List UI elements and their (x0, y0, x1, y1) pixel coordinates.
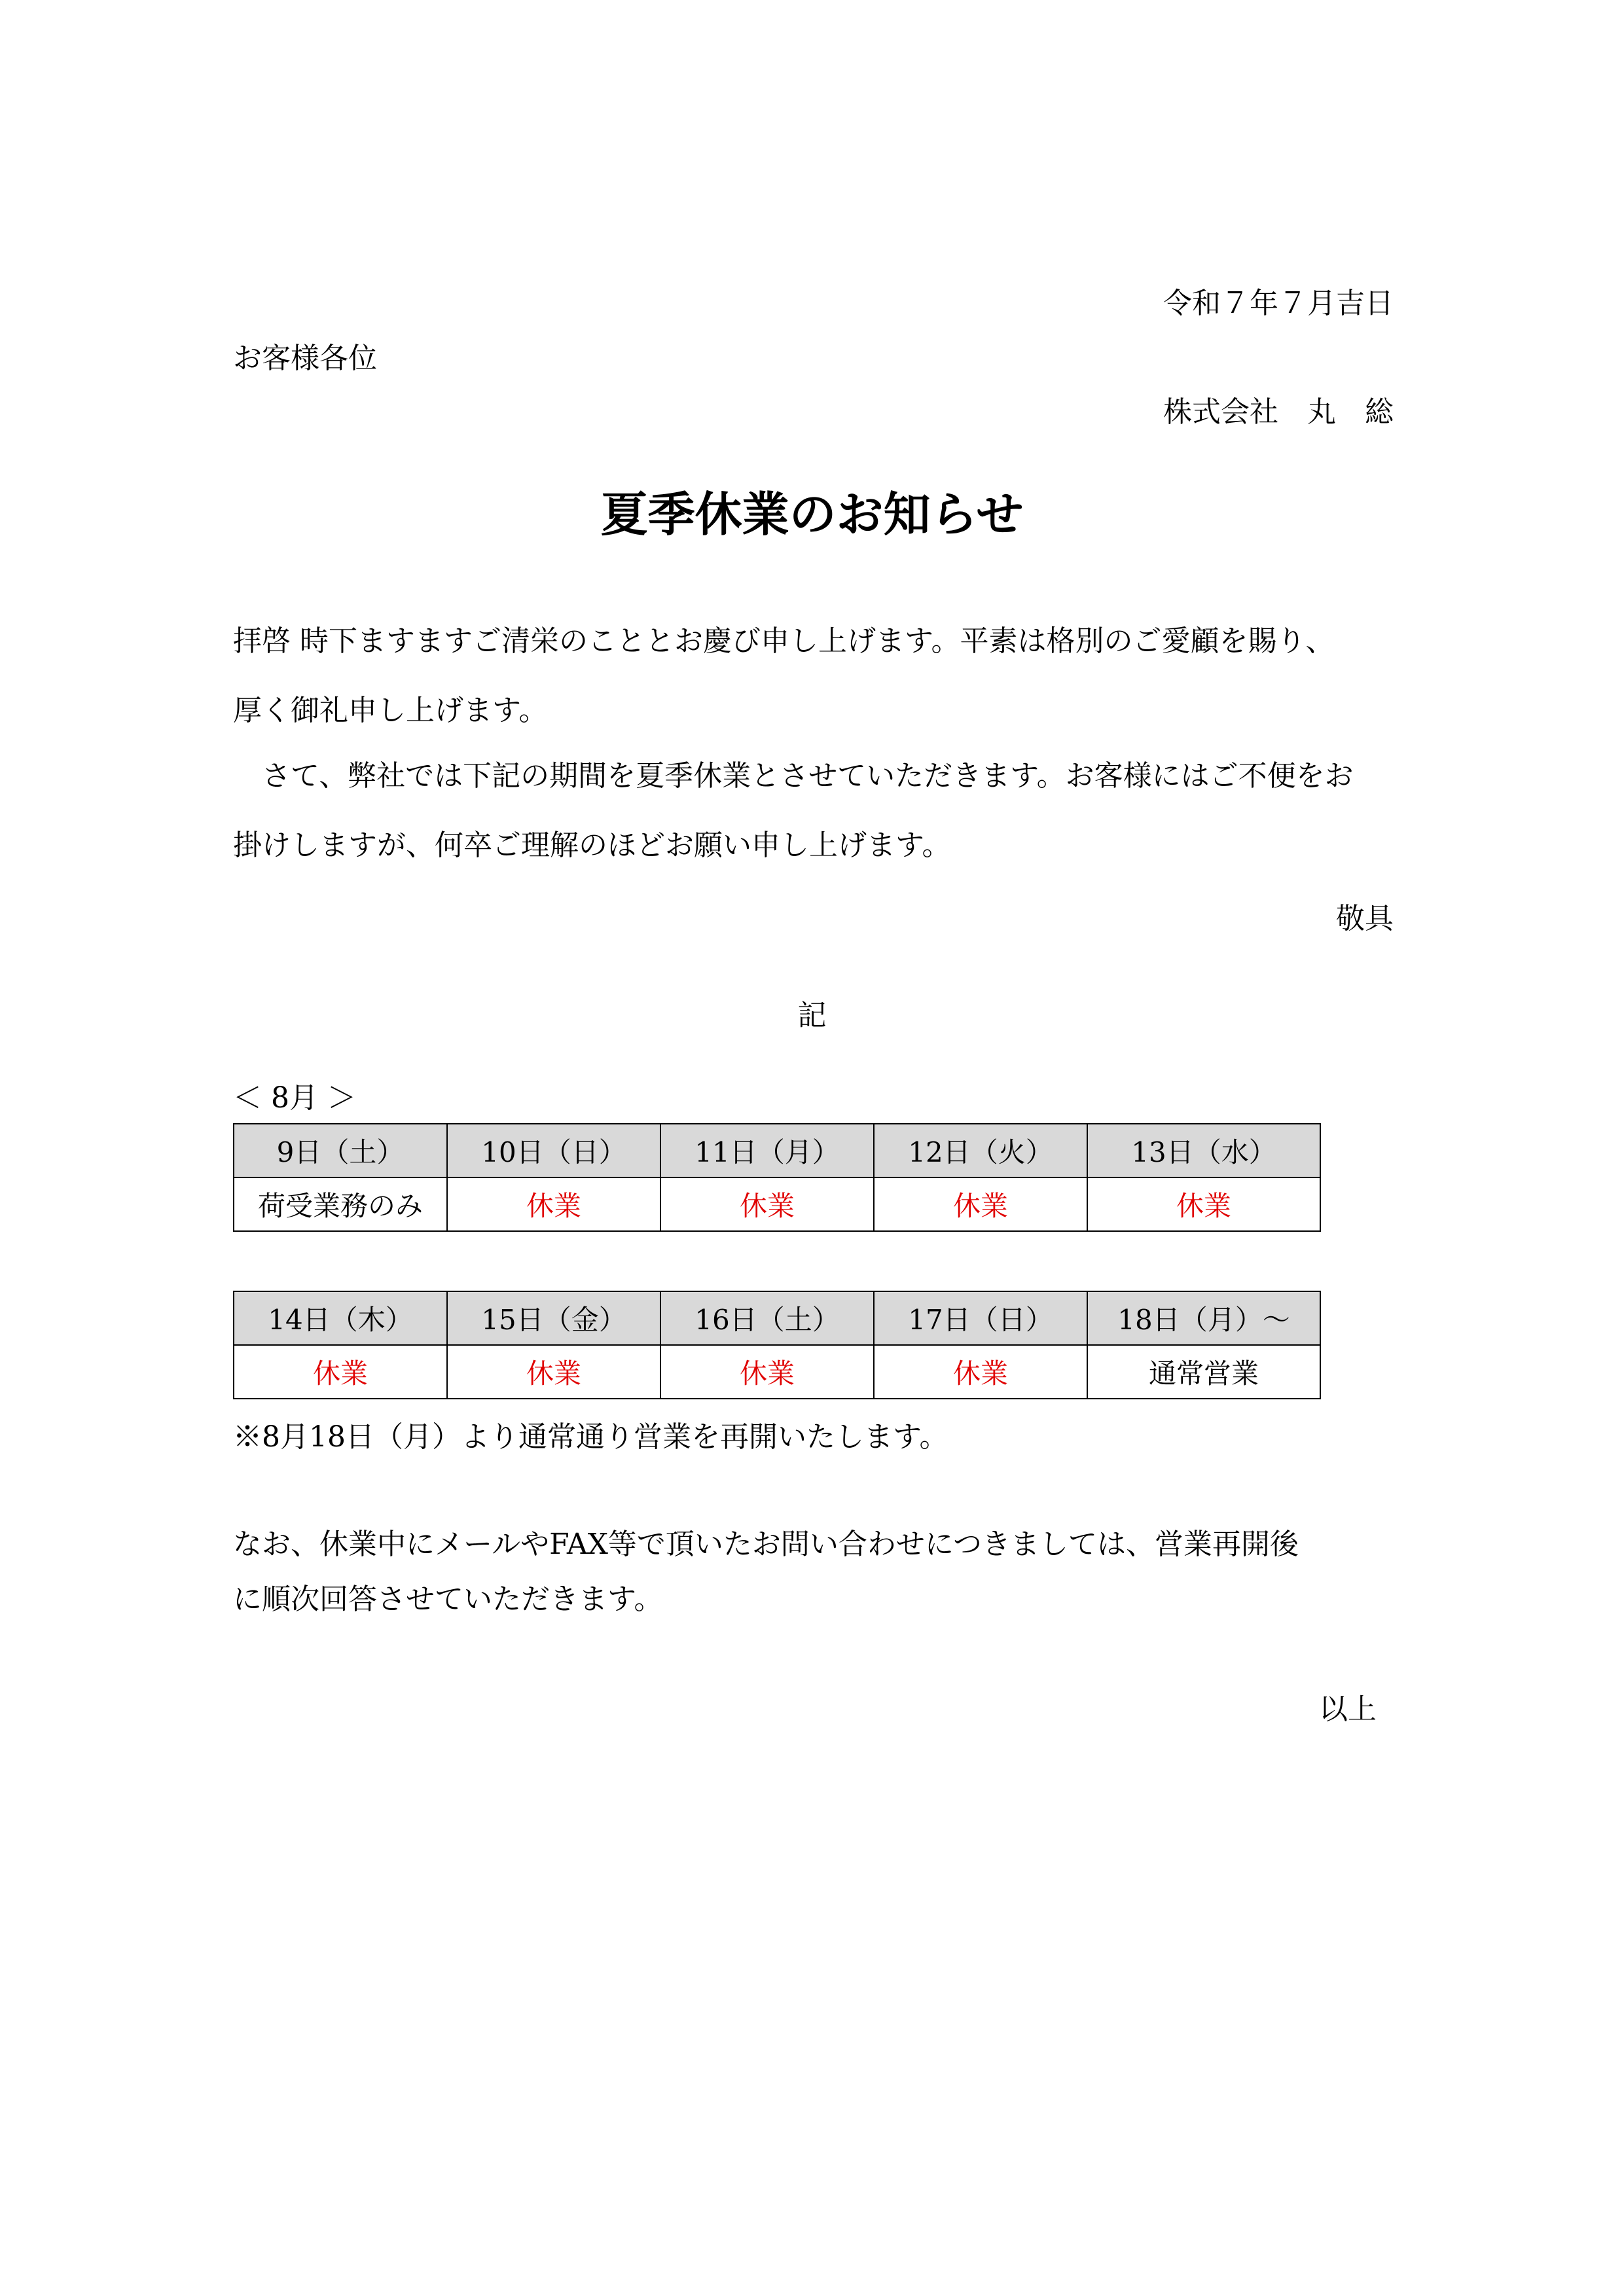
schedule-day-cell: 9日（土） (234, 1124, 447, 1177)
month-label: ＜ 8月 ＞ (233, 1081, 356, 1115)
ki-heading: 記 (797, 999, 827, 1032)
schedule-day-cell: 14日（木） (234, 1291, 447, 1345)
schedule-status-cell-closed: 休業 (1087, 1177, 1320, 1231)
recipient: お客様各位 (233, 342, 377, 375)
schedule-status-cell: 荷受業務のみ (234, 1177, 447, 1231)
schedule-table-week-1 (233, 1123, 1321, 1232)
schedule-table-week-2 (233, 1291, 1321, 1399)
schedule-day-cell: 13日（水） (1087, 1124, 1320, 1177)
schedule-status-cell-closed: 休業 (234, 1345, 447, 1399)
body-paragraph-2: 厚く御礼申し上げます。 (233, 694, 548, 727)
page-title: 夏季休業のお知らせ (600, 487, 1024, 542)
schedule-status-cell-closed: 休業 (874, 1177, 1087, 1231)
closing-salutation: 敬具 (1336, 902, 1394, 935)
reopening-note: ※8月18日（月）より通常通り営業を再開いたします。 (233, 1420, 948, 1454)
schedule-status-cell-closed: 休業 (660, 1345, 874, 1399)
schedule-status-cell-closed: 休業 (447, 1345, 660, 1399)
body-paragraph-3: さて、弊社では下記の期間を夏季休業とさせていただきます。お客様にはご不便をお (233, 759, 1354, 793)
schedule-status-cell-closed: 休業 (660, 1177, 874, 1231)
company-name: 株式会社 丸 総 (1163, 395, 1394, 429)
schedule-day-cell: 17日（日） (874, 1291, 1087, 1345)
schedule-status-row (234, 1345, 1320, 1399)
footer-paragraph-1: なお、休業中にメールやFAX等で頂いたお問い合わせにつきましては、営業再開後 (233, 1528, 1299, 1561)
issue-date: 令和７年７月吉日 (1163, 287, 1394, 320)
end-mark: 以上 (1319, 1693, 1377, 1726)
schedule-status-cell-closed: 休業 (874, 1345, 1087, 1399)
body-paragraph-1: 拝啓 時下ますますご清栄のこととお慶び申し上げます。平素は格別のご愛顧を賜り、 (233, 624, 1335, 658)
schedule-day-cell: 10日（日） (447, 1124, 660, 1177)
schedule-header-row (234, 1291, 1320, 1345)
schedule-header-row (234, 1124, 1320, 1177)
schedule-status-cell: 通常営業 (1087, 1345, 1320, 1399)
schedule-day-cell: 18日（月）～ (1087, 1291, 1320, 1345)
schedule-day-cell: 16日（土） (660, 1291, 874, 1345)
schedule-day-cell: 15日（金） (447, 1291, 660, 1345)
schedule-status-cell-closed: 休業 (447, 1177, 660, 1231)
footer-paragraph-2: に順次回答させていただきます。 (233, 1583, 663, 1616)
schedule-day-cell: 12日（火） (874, 1124, 1087, 1177)
schedule-status-row (234, 1177, 1320, 1231)
body-paragraph-4: 掛けしますが、何卒ご理解のほどお願い申し上げます。 (233, 829, 951, 862)
schedule-day-cell: 11日（月） (660, 1124, 874, 1177)
